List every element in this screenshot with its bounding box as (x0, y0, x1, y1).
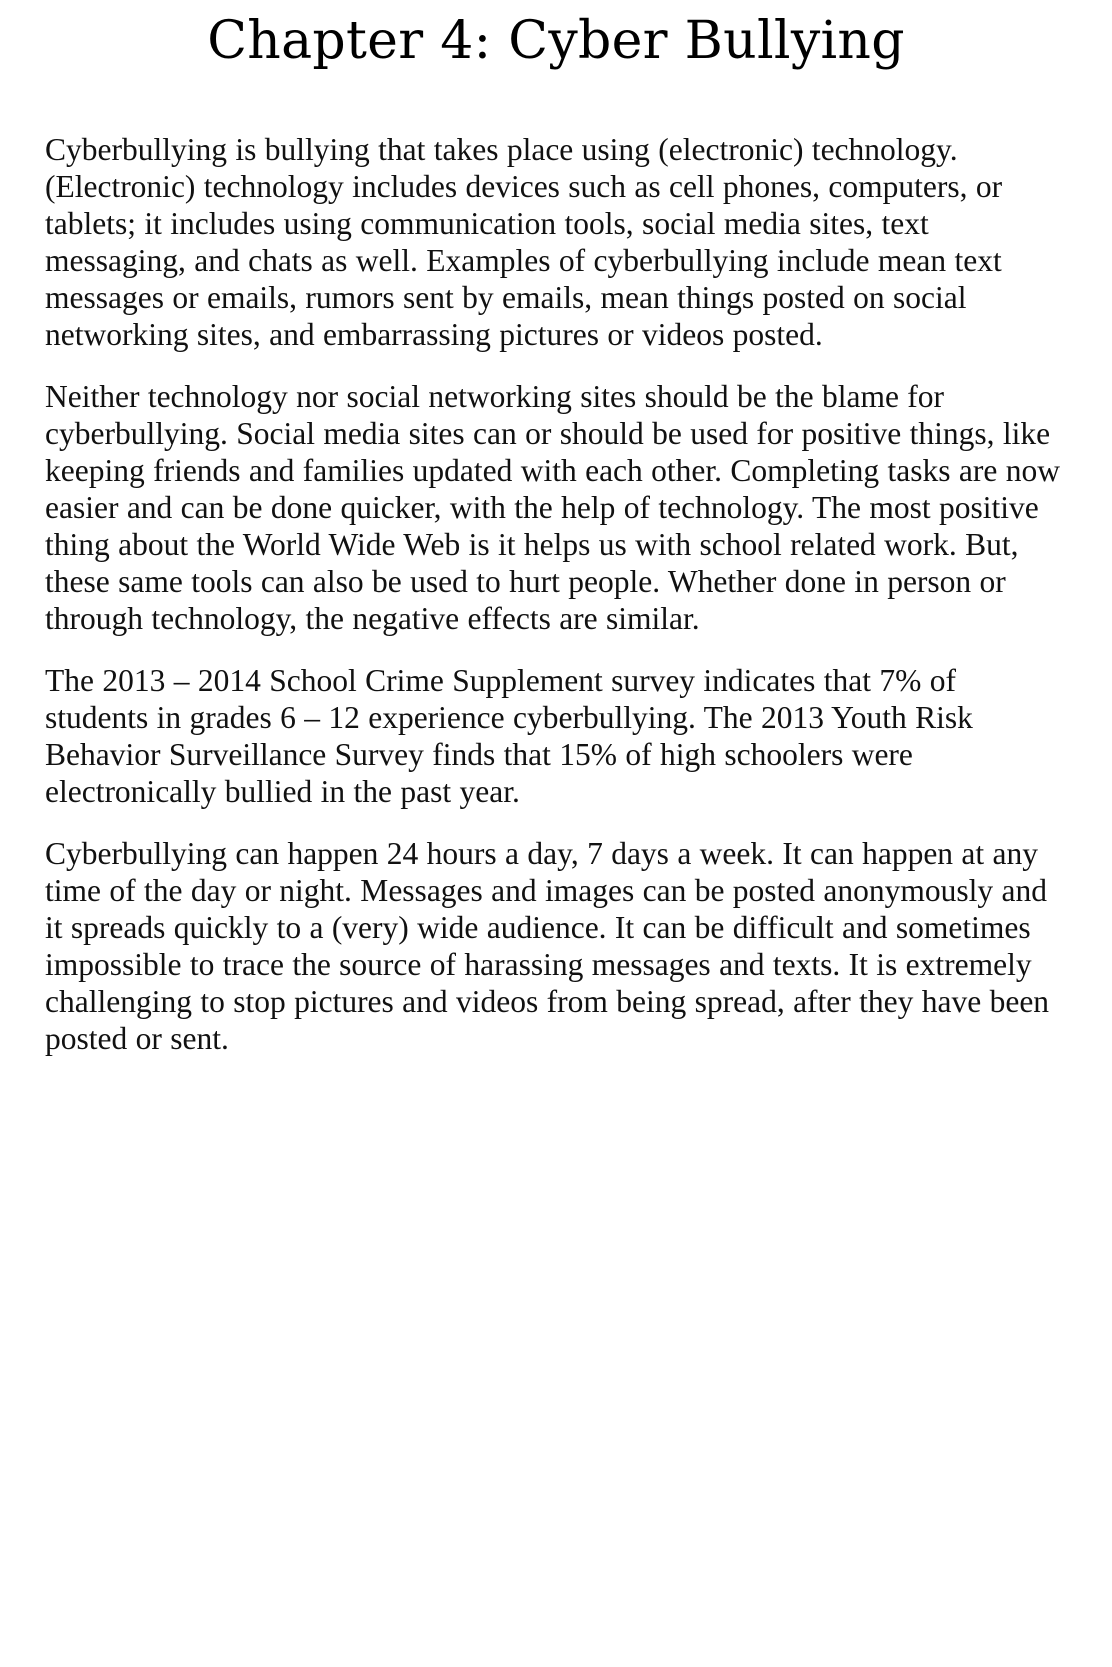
paragraph-definition: Cyberbullying is bullying that takes place using (electronic) technology. (Electronic) technology includes devices such as cell phones, computers, or tablets; it includes using communication tools, social media sites, text messaging, and chats as well. Examples of cyberbullying include mean text messages or emails, rumors sent by emails, mean things posted on social networking sites, and embarrassing pictures or videos posted. (45, 132, 1003, 352)
paragraph-statistics: The 2013 – 2014 School Crime Supplement survey indicates that 7% of students in grades 6 – 12 experience cyberbullying. The 2013 Youth Risk Behavior Surveillance Survey finds that 15% of high schoolers were electronically bullied in the past year. (45, 663, 973, 809)
chapter-title: Chapter 4: Cyber Bullying (207, 11, 905, 71)
chapter-body (45, 131, 1067, 1057)
paragraph-reach: Cyberbullying can happen 24 hours a day, 7 days a week. It can happen at any time of the day or night. Messages and images can be posted anonymously and it spreads quickly to a (very) wide audience. It can be difficult and sometimes impossible to trace the source of harassing messages and texts. It is extremely challenging to stop pictures and videos from being spread, after they have been posted or sent. (45, 836, 1050, 1056)
paragraph-technology-use: Neither technology nor social networking sites should be the blame for cyberbullying. Social media sites can or should be used for positive things, like keeping friends and families updated with each other. Completing tasks are now easier and can be done quicker, with the help of technology. The most positive thing about the World Wide Web is it helps us with school related work. But, these same tools can also be used to hurt people. Whether done in person or through technology, the negative effects are similar. (45, 379, 1060, 636)
